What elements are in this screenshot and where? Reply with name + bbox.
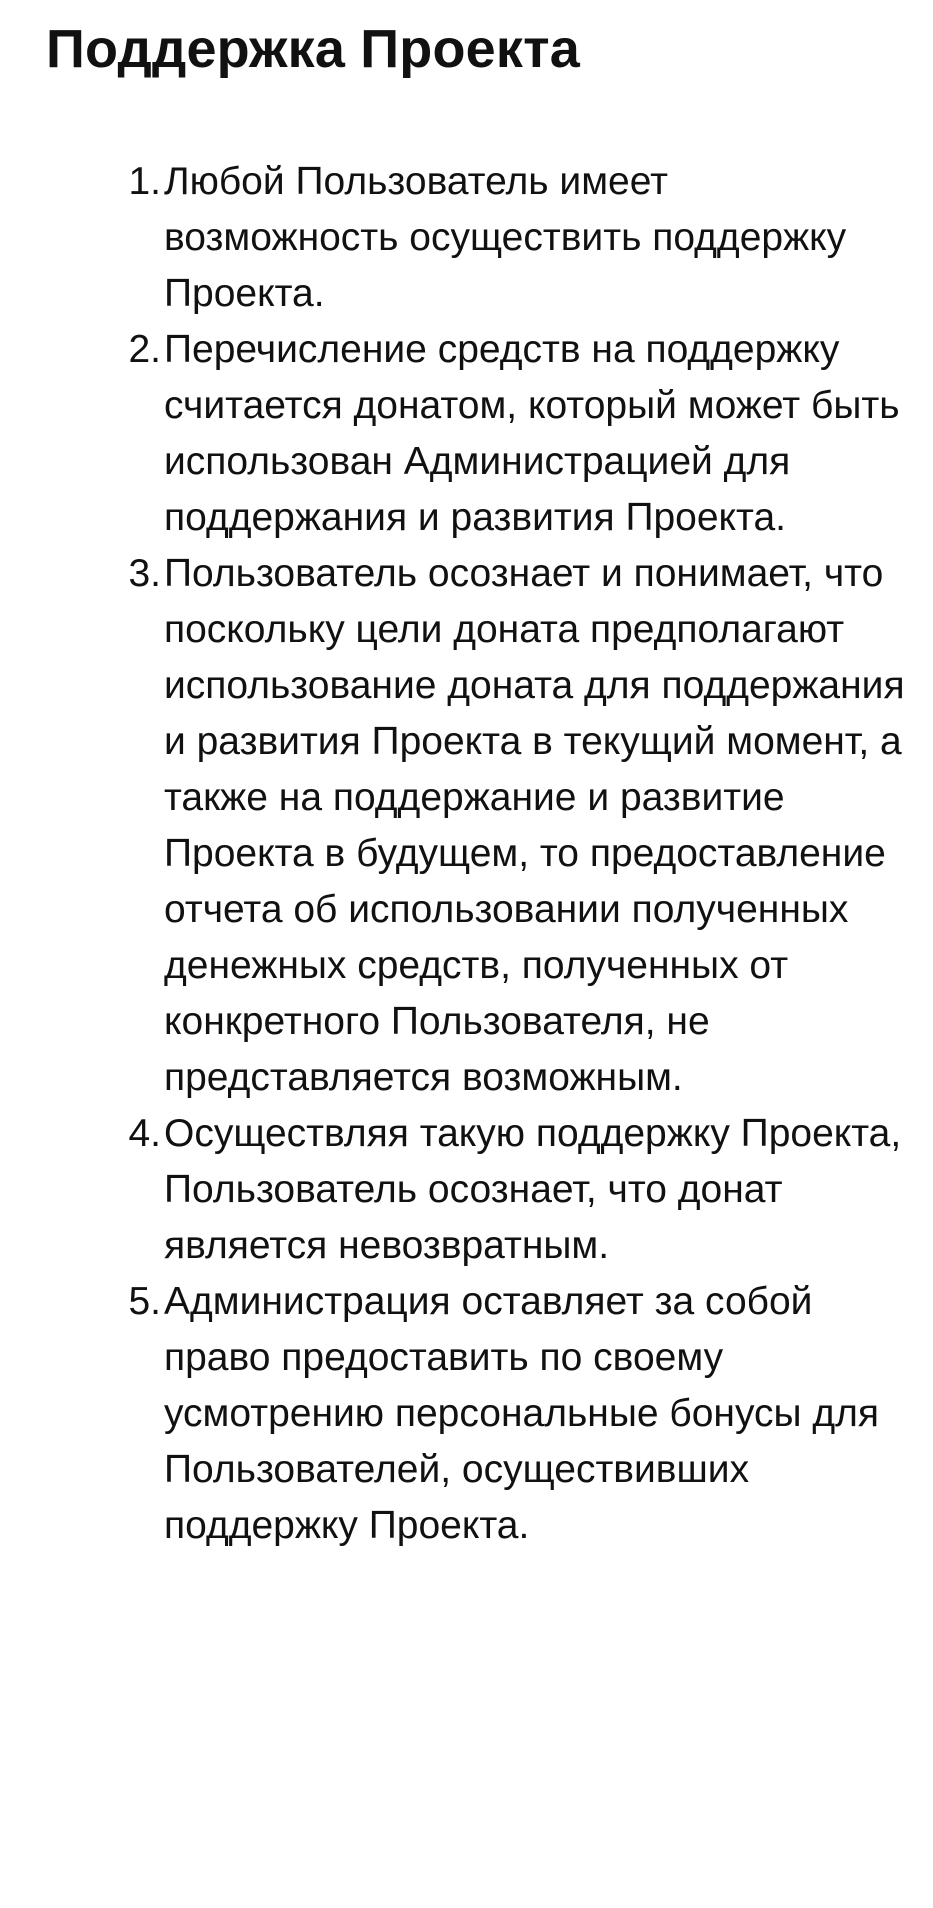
term-number: 4. — [128, 1112, 161, 1155]
term-item-4 — [46, 1106, 913, 1274]
term-text: Осуществляя такую поддержку Проекта, Пользователь осознает, что донат является невозвратным. — [164, 1112, 902, 1267]
term-text: Пользователь осознает и понимает, что поскольку цели доната предполагают использование доната для поддержания и развития Проекта в текущий момент, а также на поддержание и развитие Проекта в будущем, то предоставление отчета об использовании полученных денежных средств, полученных от конкретного Пользователя, не представляется возможным. — [164, 552, 905, 1099]
term-text: Администрация оставляет за собой право предоставить по своему усмотрению персональные бонусы для Пользователей, осуществивших поддержку Проекта. — [164, 1280, 880, 1547]
term-item-3 — [46, 546, 913, 1106]
term-item-1 — [46, 154, 913, 322]
term-number: 3. — [128, 552, 161, 595]
term-text: Любой Пользователь имеет возможность осуществить поддержку Проекта. — [164, 160, 847, 315]
term-number: 5. — [128, 1280, 161, 1323]
page-title: Поддержка Проекта — [46, 19, 581, 79]
term-item-5 — [46, 1274, 913, 1554]
terms-list — [46, 154, 913, 1554]
term-item-2 — [46, 322, 913, 546]
term-number: 2. — [128, 328, 161, 371]
term-text: Перечисление средств на поддержку считается донатом, который может быть использован Администрацией для поддержания и развития Проекта. — [164, 328, 900, 539]
term-number: 1. — [128, 160, 161, 203]
